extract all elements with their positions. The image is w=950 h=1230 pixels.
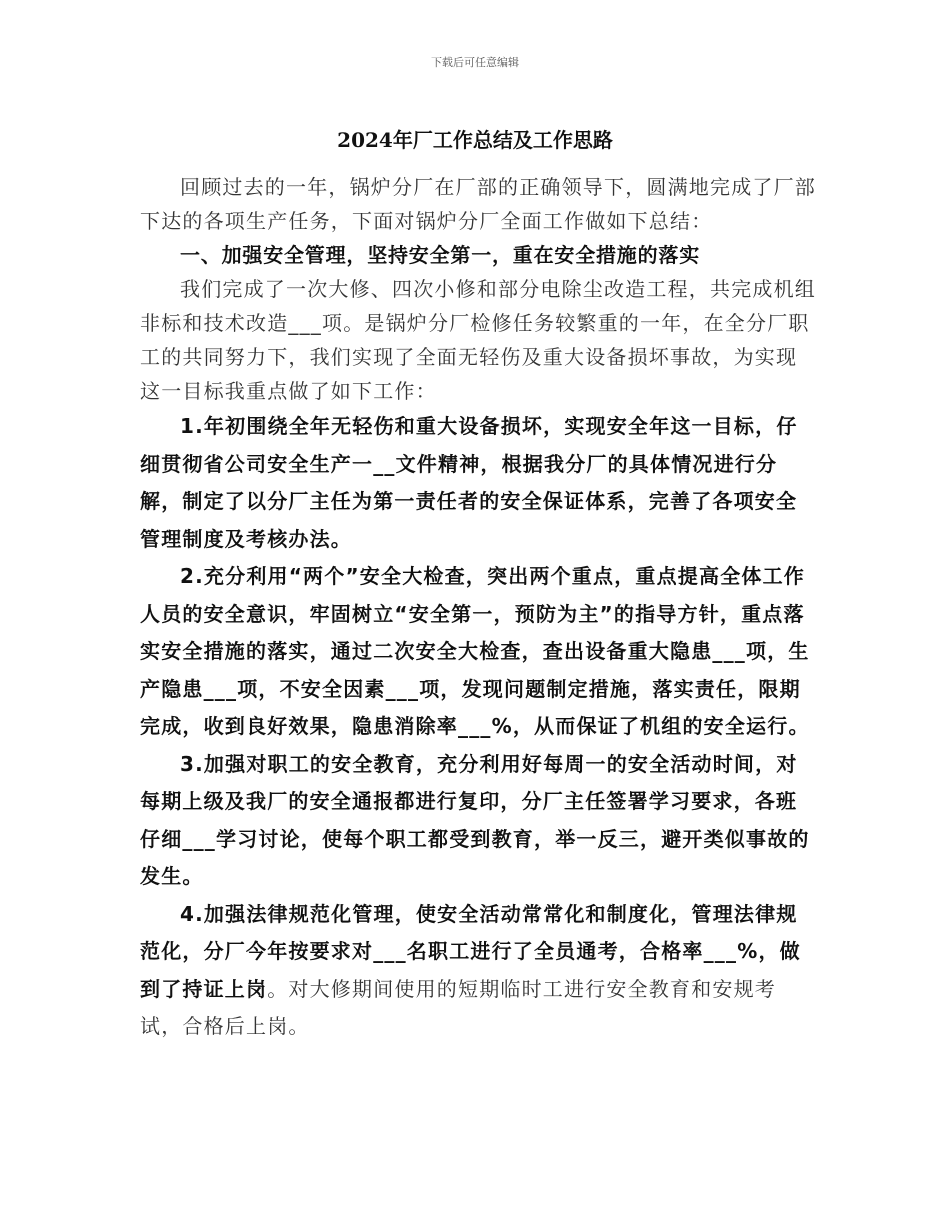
item-2: 2.充分利用“两个”安全大检查，突出两个重点，重点提高全体工作人员的安全意识，牢固树立“安全第一，预防为主”的指导方针，重点落实安全措施的落实，通过二次安全大检查，查出设备重大隐患___项，生产隐患___项，不安全因素___项，发现问题制定措施，落实责任，限期完成，收到良好效果，隐患消除率___%，从而保证了机组的安全运行。 (140, 564, 810, 738)
item-4-bold: 4.加强法律规范化管理，使安全活动常常化和制度化，管理法律规范化，分厂今年按要求对___名职工进行了全员通考，合格率___%，做到了持证上岗 (140, 901, 801, 1001)
section-paragraph: 我们完成了一次大修、四次小修和部分电除尘改造工程，共完成机组非标和技术改造___项。是锅炉分厂检修任务较繁重的一年，在全分厂职工的共同努力下，我们实现了全面无轻伤及重大设备损坏事故，为实现这一目标我重点做了如下工作： (140, 277, 816, 403)
header-note: 下载后可任意编辑 (431, 56, 519, 69)
document-title: 2024年厂工作总结及工作思路 (337, 128, 613, 152)
item-3: 3.加强对职工的安全教育，充分利用好每周一的安全活动时间，对每期上级及我厂的安全通报都进行复印，分厂主任签署学习要求，各班仔细___学习讨论，使每个职工都受到教育，举一反三，避开类似事故的发生。 (140, 751, 810, 888)
intro-paragraph: 回顾过去的一年，锅炉分厂在厂部的正确领导下，圆满地完成了厂部下达的各项生产任务，下面对锅炉分厂全面工作做如下总结： (140, 175, 816, 233)
section-heading: 一、加强安全管理，坚持安全第一，重在安全措施的落实 (180, 243, 700, 267)
item-4 (140, 896, 816, 1046)
item-4-normal: 。对大修期间使用的短期临时工进行安全教育和安规考试，合格后上岗。 (140, 976, 777, 1038)
item-1: 1.年初围绕全年无轻伤和重大设备损坏，实现安全年这一目标，仔细贯彻省公司安全生产一__文件精神，根据我分厂的具体情况进行分解，制定了以分厂主任为第一责任者的安全保证体系，完善了各项安全管理制度及考核办法。 (140, 414, 798, 551)
document-body (140, 170, 816, 1046)
